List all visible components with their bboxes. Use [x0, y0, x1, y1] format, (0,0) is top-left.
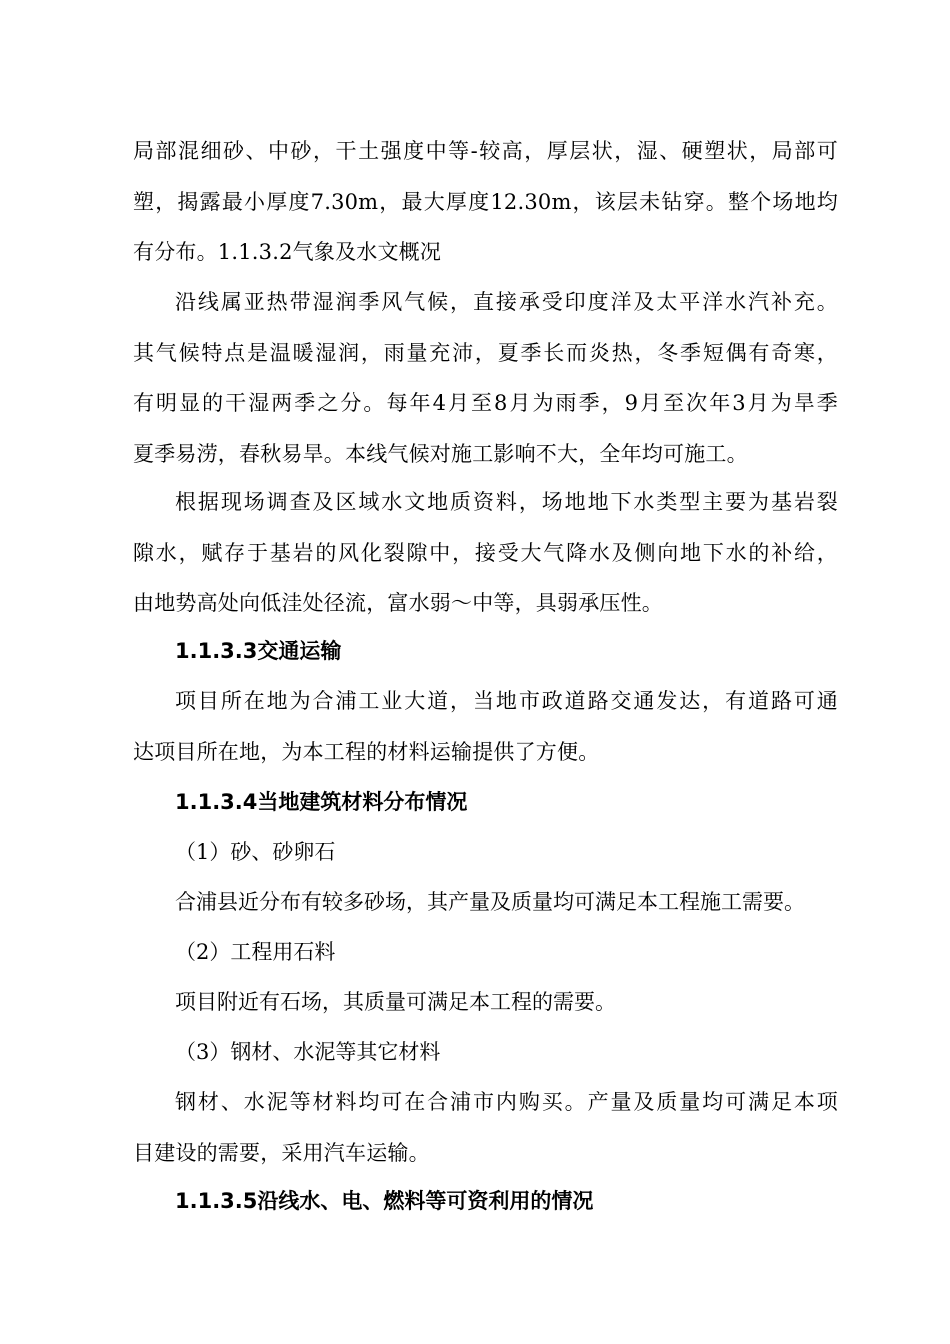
paragraph-soil-layer: [133, 126, 838, 278]
section-heading-utilities: 1.1.3.5沿线水、电、燃料等可资利用的情况: [175, 1189, 594, 1213]
text-sand-detail: 合浦县近分布有较多砂场，其产量及质量均可满足本工程施工需要。: [175, 890, 805, 914]
section-heading-transport: 1.1.3.3交通运输: [175, 639, 342, 663]
list-item-stone: （2）工程用石料: [175, 940, 336, 964]
text-line: 钢材、水泥等材料均可在合浦市内购买。产量及质量均可满足本项: [175, 1090, 838, 1114]
text-line: 其气候特点是温暖湿润，雨量充沛，夏季长而炎热，冬季短偶有奇寒，: [133, 340, 838, 365]
text-line: 有明显的干湿两季之分。每年4月至8月为雨季，9月至次年3月为旱季: [133, 391, 838, 415]
section-heading-materials: 1.1.3.4当地建筑材料分布情况: [175, 790, 468, 814]
text-line: 塑，揭露最小厚度7.30m，最大厚度12.30m，该层未钻穿。整个场地均: [133, 189, 838, 214]
list-item-steel-cement: （3）钢材、水泥等其它材料: [175, 1040, 441, 1064]
text-line: 达项目所在地，为本工程的材料运输提供了方便。: [133, 739, 600, 764]
text-line: 根据现场调查及区域水文地质资料，场地地下水类型主要为基岩裂: [175, 490, 838, 514]
paragraph-groundwater: [133, 477, 838, 629]
text-line: 项目所在地为合浦工业大道，当地市政道路交通发达，有道路可通: [175, 689, 838, 713]
paragraph-steel-cement: [133, 1077, 838, 1178]
text-line: 目建设的需要，采用汽车运输。: [133, 1140, 430, 1165]
paragraph-transport: [133, 676, 838, 777]
paragraph-climate: [133, 277, 838, 479]
text-stone-detail: 项目附近有石场，其质量可满足本工程的需要。: [175, 990, 616, 1014]
text-line: 由地势高处向低洼处径流，富水弱～中等，具弱承压性。: [133, 591, 663, 615]
text-line: 沿线属亚热带湿润季风气候，直接承受印度洋及太平洋水汽补充。: [175, 290, 838, 314]
list-item-sand: （1）砂、砂卵石: [175, 840, 336, 864]
text-line: 隙水，赋存于基岩的风化裂隙中，接受大气降水及侧向地下水的补给，: [133, 540, 838, 565]
text-line: 局部混细砂、中砂，干土强度中等-较高，厚层状，湿、硬塑状，局部可: [133, 139, 838, 163]
text-line: 夏季易涝，春秋易旱。本线气候对施工影响不大，全年均可施工。: [133, 441, 748, 466]
text-line: 有分布。1.1.3.2气象及水文概况: [133, 240, 442, 264]
